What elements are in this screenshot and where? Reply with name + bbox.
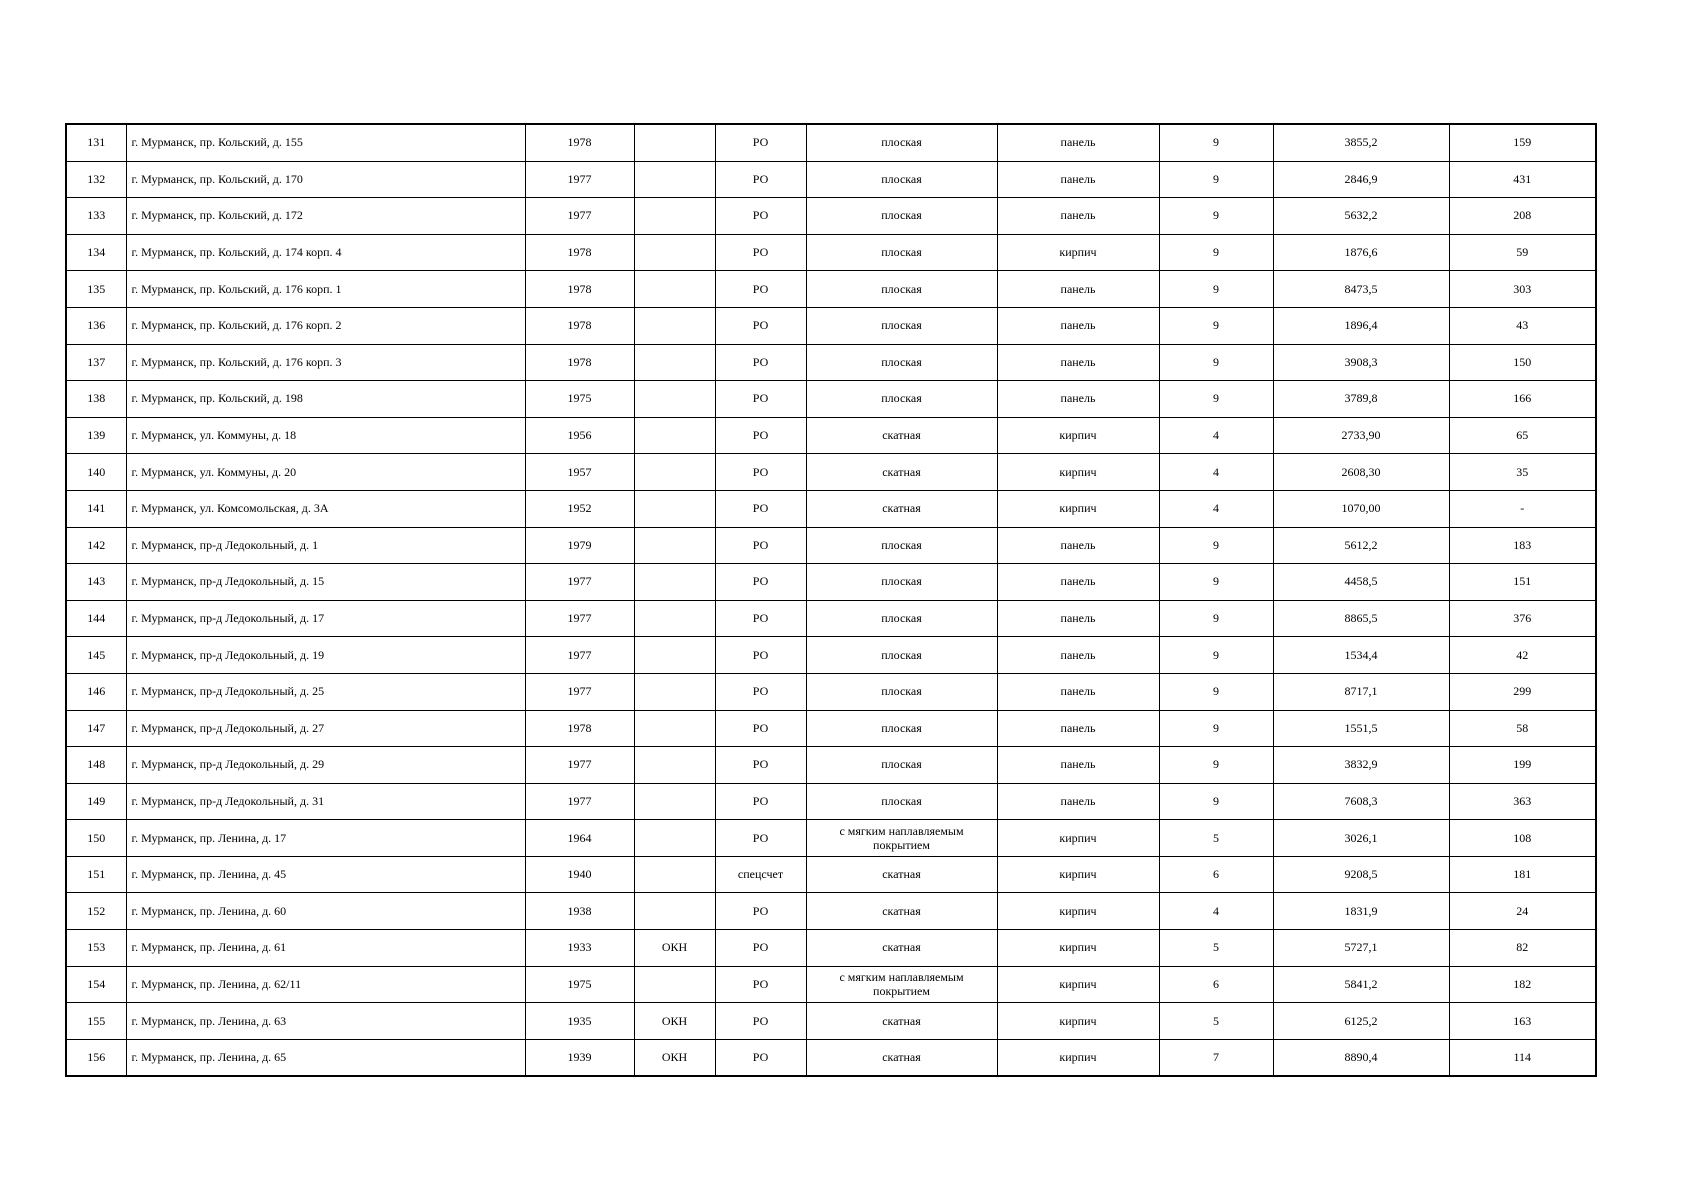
address-cell: г. Мурманск, пр-д Ледокольный, д. 1: [126, 527, 525, 564]
roof-type-cell: плоская: [806, 673, 997, 710]
build-year-cell: 1938: [525, 893, 634, 930]
okn-cell: [634, 637, 715, 674]
row-number: 140: [66, 454, 126, 491]
fund-cell: РО: [715, 344, 806, 381]
floors-cell: 9: [1159, 637, 1273, 674]
fund-cell: РО: [715, 966, 806, 1003]
okn-cell: [634, 527, 715, 564]
floors-cell: 9: [1159, 198, 1273, 235]
build-year-cell: 1940: [525, 856, 634, 893]
roof-type-cell: с мягким наплавляемым покрытием: [806, 966, 997, 1003]
table-row: [66, 417, 1596, 454]
area-cell: 1551,5: [1273, 710, 1449, 747]
table-row: [66, 198, 1596, 235]
fund-cell: РО: [715, 710, 806, 747]
roof-type-cell: скатная: [806, 490, 997, 527]
table-row: [66, 1039, 1596, 1076]
build-year-cell: 1977: [525, 637, 634, 674]
address-cell: г. Мурманск, ул. Коммуны, д. 18: [126, 417, 525, 454]
fund-cell: РО: [715, 637, 806, 674]
table-row: [66, 930, 1596, 967]
fund-cell: РО: [715, 271, 806, 308]
floors-cell: 4: [1159, 454, 1273, 491]
fund-cell: РО: [715, 564, 806, 601]
fund-cell: РО: [715, 673, 806, 710]
build-year-cell: 1978: [525, 124, 634, 161]
row-number: 144: [66, 600, 126, 637]
okn-cell: [634, 417, 715, 454]
area-cell: 1896,4: [1273, 307, 1449, 344]
build-year-cell: 1952: [525, 490, 634, 527]
wall-material-cell: кирпич: [997, 893, 1159, 930]
address-cell: г. Мурманск, пр. Ленина, д. 17: [126, 820, 525, 857]
area-cell: 3855,2: [1273, 124, 1449, 161]
build-year-cell: 1979: [525, 527, 634, 564]
area-cell: 5841,2: [1273, 966, 1449, 1003]
fund-cell: РО: [715, 381, 806, 418]
table-row: [66, 344, 1596, 381]
wall-material-cell: панель: [997, 747, 1159, 784]
build-year-cell: 1977: [525, 783, 634, 820]
floors-cell: 9: [1159, 673, 1273, 710]
wall-material-cell: кирпич: [997, 856, 1159, 893]
area-cell: 7608,3: [1273, 783, 1449, 820]
table-row: [66, 527, 1596, 564]
roof-type-cell: плоская: [806, 124, 997, 161]
area-cell: 5632,2: [1273, 198, 1449, 235]
build-year-cell: 1978: [525, 271, 634, 308]
roof-type-cell: плоская: [806, 344, 997, 381]
roof-type-cell: плоская: [806, 747, 997, 784]
fund-cell: РО: [715, 747, 806, 784]
wall-material-cell: кирпич: [997, 966, 1159, 1003]
row-number: 146: [66, 673, 126, 710]
address-cell: г. Мурманск, пр-д Ледокольный, д. 31: [126, 783, 525, 820]
okn-cell: [634, 198, 715, 235]
count-cell: 199: [1449, 747, 1596, 784]
table-row: [66, 454, 1596, 491]
roof-type-cell: плоская: [806, 307, 997, 344]
count-cell: 65: [1449, 417, 1596, 454]
count-cell: 183: [1449, 527, 1596, 564]
build-year-cell: 1975: [525, 966, 634, 1003]
okn-cell: [634, 893, 715, 930]
wall-material-cell: панель: [997, 600, 1159, 637]
build-year-cell: 1933: [525, 930, 634, 967]
table-row: [66, 820, 1596, 857]
roof-type-cell: плоская: [806, 527, 997, 564]
count-cell: 42: [1449, 637, 1596, 674]
address-cell: г. Мурманск, ул. Коммуны, д. 20: [126, 454, 525, 491]
roof-type-cell: с мягким наплавляемым покрытием: [806, 820, 997, 857]
okn-cell: [634, 271, 715, 308]
row-number: 138: [66, 381, 126, 418]
roof-type-cell: плоская: [806, 600, 997, 637]
count-cell: 82: [1449, 930, 1596, 967]
floors-cell: 9: [1159, 747, 1273, 784]
wall-material-cell: панель: [997, 271, 1159, 308]
build-year-cell: 1935: [525, 1003, 634, 1040]
row-number: 133: [66, 198, 126, 235]
build-year-cell: 1977: [525, 161, 634, 198]
count-cell: -: [1449, 490, 1596, 527]
area-cell: 3789,8: [1273, 381, 1449, 418]
row-number: 143: [66, 564, 126, 601]
address-cell: г. Мурманск, пр. Ленина, д. 60: [126, 893, 525, 930]
build-year-cell: 1964: [525, 820, 634, 857]
wall-material-cell: панель: [997, 783, 1159, 820]
area-cell: 6125,2: [1273, 1003, 1449, 1040]
wall-material-cell: панель: [997, 564, 1159, 601]
floors-cell: 9: [1159, 527, 1273, 564]
count-cell: 182: [1449, 966, 1596, 1003]
table-row: [66, 271, 1596, 308]
build-year-cell: 1978: [525, 234, 634, 271]
floors-cell: 9: [1159, 381, 1273, 418]
okn-cell: ОКН: [634, 1039, 715, 1076]
fund-cell: РО: [715, 454, 806, 491]
okn-cell: [634, 454, 715, 491]
floors-cell: 5: [1159, 820, 1273, 857]
address-cell: г. Мурманск, ул. Комсомольская, д. 3А: [126, 490, 525, 527]
floors-cell: 6: [1159, 856, 1273, 893]
count-cell: 114: [1449, 1039, 1596, 1076]
row-number: 155: [66, 1003, 126, 1040]
count-cell: 59: [1449, 234, 1596, 271]
fund-cell: РО: [715, 930, 806, 967]
table-row: [66, 673, 1596, 710]
row-number: 134: [66, 234, 126, 271]
row-number: 153: [66, 930, 126, 967]
count-cell: 151: [1449, 564, 1596, 601]
wall-material-cell: кирпич: [997, 1003, 1159, 1040]
address-cell: г. Мурманск, пр. Ленина, д. 45: [126, 856, 525, 893]
housing-stock-table: [65, 123, 1597, 1077]
wall-material-cell: панель: [997, 124, 1159, 161]
fund-cell: РО: [715, 1039, 806, 1076]
area-cell: 3026,1: [1273, 820, 1449, 857]
okn-cell: [634, 307, 715, 344]
roof-type-cell: плоская: [806, 710, 997, 747]
address-cell: г. Мурманск, пр. Кольский, д. 174 корп. 4: [126, 234, 525, 271]
wall-material-cell: кирпич: [997, 454, 1159, 491]
address-cell: г. Мурманск, пр. Кольский, д. 176 корп. 2: [126, 307, 525, 344]
wall-material-cell: кирпич: [997, 1039, 1159, 1076]
area-cell: 5612,2: [1273, 527, 1449, 564]
wall-material-cell: панель: [997, 673, 1159, 710]
area-cell: 2846,9: [1273, 161, 1449, 198]
table-row: [66, 1003, 1596, 1040]
fund-cell: РО: [715, 307, 806, 344]
table-row: [66, 564, 1596, 601]
count-cell: 24: [1449, 893, 1596, 930]
row-number: 137: [66, 344, 126, 381]
build-year-cell: 1978: [525, 710, 634, 747]
table-row: [66, 490, 1596, 527]
okn-cell: [634, 490, 715, 527]
okn-cell: ОКН: [634, 930, 715, 967]
area-cell: 1876,6: [1273, 234, 1449, 271]
table-row: [66, 966, 1596, 1003]
floors-cell: 4: [1159, 893, 1273, 930]
address-cell: г. Мурманск, пр. Кольский, д. 170: [126, 161, 525, 198]
address-cell: г. Мурманск, пр. Кольский, д. 172: [126, 198, 525, 235]
count-cell: 299: [1449, 673, 1596, 710]
okn-cell: [634, 600, 715, 637]
okn-cell: [634, 234, 715, 271]
row-number: 145: [66, 637, 126, 674]
okn-cell: [634, 673, 715, 710]
area-cell: 5727,1: [1273, 930, 1449, 967]
floors-cell: 9: [1159, 783, 1273, 820]
row-number: 142: [66, 527, 126, 564]
address-cell: г. Мурманск, пр. Кольский, д. 176 корп. 3: [126, 344, 525, 381]
table-row: [66, 637, 1596, 674]
build-year-cell: 1977: [525, 673, 634, 710]
count-cell: 303: [1449, 271, 1596, 308]
address-cell: г. Мурманск, пр. Ленина, д. 61: [126, 930, 525, 967]
fund-cell: РО: [715, 527, 806, 564]
table-row: [66, 710, 1596, 747]
wall-material-cell: кирпич: [997, 930, 1159, 967]
fund-cell: РО: [715, 1003, 806, 1040]
wall-material-cell: панель: [997, 344, 1159, 381]
address-cell: г. Мурманск, пр. Кольский, д. 198: [126, 381, 525, 418]
address-cell: г. Мурманск, пр-д Ледокольный, д. 25: [126, 673, 525, 710]
build-year-cell: 1939: [525, 1039, 634, 1076]
okn-cell: [634, 124, 715, 161]
okn-cell: [634, 783, 715, 820]
row-number: 131: [66, 124, 126, 161]
address-cell: г. Мурманск, пр. Ленина, д. 65: [126, 1039, 525, 1076]
area-cell: 1070,00: [1273, 490, 1449, 527]
row-number: 151: [66, 856, 126, 893]
table-row: [66, 600, 1596, 637]
fund-cell: РО: [715, 490, 806, 527]
fund-cell: РО: [715, 893, 806, 930]
build-year-cell: 1956: [525, 417, 634, 454]
roof-type-cell: скатная: [806, 1003, 997, 1040]
floors-cell: 9: [1159, 161, 1273, 198]
row-number: 135: [66, 271, 126, 308]
address-cell: г. Мурманск, пр-д Ледокольный, д. 29: [126, 747, 525, 784]
okn-cell: [634, 344, 715, 381]
wall-material-cell: кирпич: [997, 234, 1159, 271]
roof-type-cell: скатная: [806, 1039, 997, 1076]
fund-cell: РО: [715, 234, 806, 271]
fund-cell: РО: [715, 820, 806, 857]
count-cell: 163: [1449, 1003, 1596, 1040]
area-cell: 8717,1: [1273, 673, 1449, 710]
fund-cell: РО: [715, 783, 806, 820]
roof-type-cell: скатная: [806, 930, 997, 967]
count-cell: 376: [1449, 600, 1596, 637]
okn-cell: [634, 856, 715, 893]
fund-cell: РО: [715, 600, 806, 637]
roof-type-cell: скатная: [806, 454, 997, 491]
build-year-cell: 1977: [525, 564, 634, 601]
count-cell: 363: [1449, 783, 1596, 820]
okn-cell: [634, 710, 715, 747]
okn-cell: [634, 747, 715, 784]
table-row: [66, 381, 1596, 418]
okn-cell: ОКН: [634, 1003, 715, 1040]
table-row: [66, 856, 1596, 893]
wall-material-cell: кирпич: [997, 417, 1159, 454]
row-number: 154: [66, 966, 126, 1003]
area-cell: 8865,5: [1273, 600, 1449, 637]
table-row: [66, 234, 1596, 271]
floors-cell: 9: [1159, 564, 1273, 601]
count-cell: 35: [1449, 454, 1596, 491]
build-year-cell: 1977: [525, 600, 634, 637]
row-number: 150: [66, 820, 126, 857]
row-number: 149: [66, 783, 126, 820]
roof-type-cell: плоская: [806, 234, 997, 271]
table-body: [66, 124, 1596, 1076]
floors-cell: 5: [1159, 1003, 1273, 1040]
floors-cell: 9: [1159, 307, 1273, 344]
address-cell: г. Мурманск, пр-д Ледокольный, д. 15: [126, 564, 525, 601]
row-number: 152: [66, 893, 126, 930]
roof-type-cell: плоская: [806, 564, 997, 601]
address-cell: г. Мурманск, пр. Кольский, д. 155: [126, 124, 525, 161]
build-year-cell: 1978: [525, 307, 634, 344]
build-year-cell: 1978: [525, 344, 634, 381]
roof-type-cell: плоская: [806, 161, 997, 198]
okn-cell: [634, 564, 715, 601]
row-number: 136: [66, 307, 126, 344]
area-cell: 3908,3: [1273, 344, 1449, 381]
floors-cell: 6: [1159, 966, 1273, 1003]
row-number: 132: [66, 161, 126, 198]
count-cell: 150: [1449, 344, 1596, 381]
wall-material-cell: панель: [997, 710, 1159, 747]
count-cell: 58: [1449, 710, 1596, 747]
build-year-cell: 1975: [525, 381, 634, 418]
row-number: 147: [66, 710, 126, 747]
table-row: [66, 893, 1596, 930]
count-cell: 208: [1449, 198, 1596, 235]
count-cell: 159: [1449, 124, 1596, 161]
row-number: 148: [66, 747, 126, 784]
fund-cell: РО: [715, 124, 806, 161]
area-cell: 1534,4: [1273, 637, 1449, 674]
floors-cell: 9: [1159, 344, 1273, 381]
roof-type-cell: скатная: [806, 417, 997, 454]
area-cell: 8473,5: [1273, 271, 1449, 308]
address-cell: г. Мурманск, пр-д Ледокольный, д. 27: [126, 710, 525, 747]
fund-cell: РО: [715, 417, 806, 454]
wall-material-cell: панель: [997, 637, 1159, 674]
count-cell: 431: [1449, 161, 1596, 198]
okn-cell: [634, 161, 715, 198]
roof-type-cell: скатная: [806, 893, 997, 930]
floors-cell: 9: [1159, 234, 1273, 271]
table-row: [66, 747, 1596, 784]
floors-cell: 9: [1159, 600, 1273, 637]
area-cell: 3832,9: [1273, 747, 1449, 784]
floors-cell: 9: [1159, 124, 1273, 161]
table-row: [66, 124, 1596, 161]
okn-cell: [634, 820, 715, 857]
okn-cell: [634, 966, 715, 1003]
area-cell: 2733,90: [1273, 417, 1449, 454]
wall-material-cell: панель: [997, 527, 1159, 564]
area-cell: 4458,5: [1273, 564, 1449, 601]
roof-type-cell: плоская: [806, 381, 997, 418]
row-number: 139: [66, 417, 126, 454]
fund-cell: РО: [715, 161, 806, 198]
roof-type-cell: плоская: [806, 637, 997, 674]
count-cell: 181: [1449, 856, 1596, 893]
table-row: [66, 783, 1596, 820]
row-number: 156: [66, 1039, 126, 1076]
wall-material-cell: панель: [997, 307, 1159, 344]
address-cell: г. Мурманск, пр. Кольский, д. 176 корп. 1: [126, 271, 525, 308]
table-row: [66, 161, 1596, 198]
floors-cell: 9: [1159, 271, 1273, 308]
floors-cell: 4: [1159, 417, 1273, 454]
area-cell: 9208,5: [1273, 856, 1449, 893]
build-year-cell: 1977: [525, 747, 634, 784]
wall-material-cell: панель: [997, 198, 1159, 235]
area-cell: 2608,30: [1273, 454, 1449, 491]
floors-cell: 9: [1159, 710, 1273, 747]
roof-type-cell: плоская: [806, 198, 997, 235]
wall-material-cell: панель: [997, 381, 1159, 418]
build-year-cell: 1957: [525, 454, 634, 491]
fund-cell: РО: [715, 198, 806, 235]
wall-material-cell: кирпич: [997, 490, 1159, 527]
address-cell: г. Мурманск, пр. Ленина, д. 63: [126, 1003, 525, 1040]
roof-type-cell: плоская: [806, 783, 997, 820]
count-cell: 43: [1449, 307, 1596, 344]
address-cell: г. Мурманск, пр-д Ледокольный, д. 19: [126, 637, 525, 674]
fund-cell: спецсчет: [715, 856, 806, 893]
floors-cell: 5: [1159, 930, 1273, 967]
roof-type-cell: плоская: [806, 271, 997, 308]
area-cell: 8890,4: [1273, 1039, 1449, 1076]
build-year-cell: 1977: [525, 198, 634, 235]
count-cell: 108: [1449, 820, 1596, 857]
area-cell: 1831,9: [1273, 893, 1449, 930]
floors-cell: 4: [1159, 490, 1273, 527]
address-cell: г. Мурманск, пр-д Ледокольный, д. 17: [126, 600, 525, 637]
address-cell: г. Мурманск, пр. Ленина, д. 62/11: [126, 966, 525, 1003]
wall-material-cell: панель: [997, 161, 1159, 198]
floors-cell: 7: [1159, 1039, 1273, 1076]
count-cell: 166: [1449, 381, 1596, 418]
table-row: [66, 307, 1596, 344]
wall-material-cell: кирпич: [997, 820, 1159, 857]
okn-cell: [634, 381, 715, 418]
row-number: 141: [66, 490, 126, 527]
roof-type-cell: скатная: [806, 856, 997, 893]
